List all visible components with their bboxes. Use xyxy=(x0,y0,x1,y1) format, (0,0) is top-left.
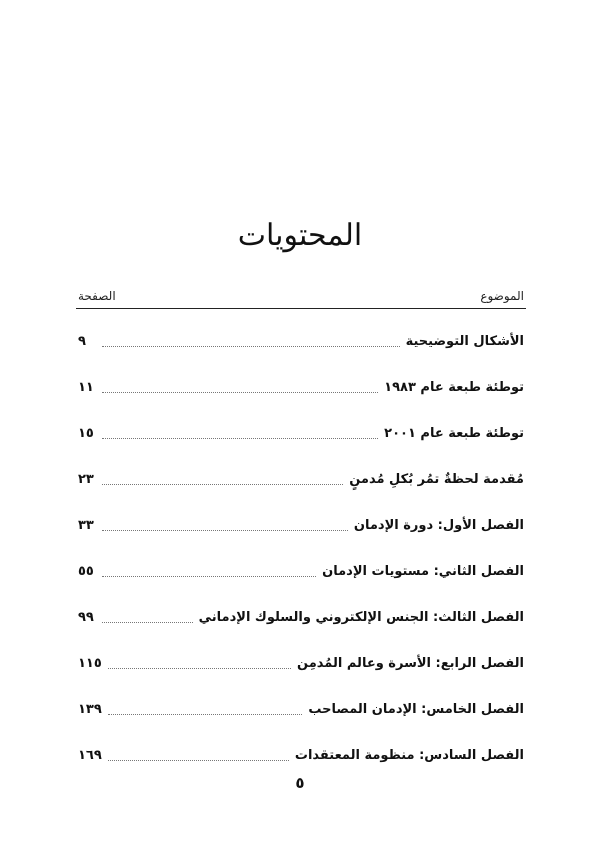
dot-leader xyxy=(102,622,193,623)
toc-entry-page: ١٥ xyxy=(78,425,94,441)
toc-entry-title: الفصل الثالث: الجنس الإلكتروني والسلوك الإدماني xyxy=(198,609,524,625)
dot-leader xyxy=(102,392,378,393)
toc-entry-page: ٥٥ xyxy=(78,563,94,579)
dot-leader xyxy=(102,576,316,577)
toc-entry-page: ٢٣ xyxy=(78,471,94,487)
toc-entry xyxy=(78,502,524,548)
dot-leader xyxy=(102,346,400,347)
toc-entry-page: ٩٩ xyxy=(78,609,94,625)
dot-leader xyxy=(102,484,343,485)
toc-entry-title: توطئة طبعة عام ٢٠٠١ xyxy=(384,425,524,441)
toc-entry xyxy=(78,640,524,686)
toc-entry-page: ١١ xyxy=(78,379,94,395)
dot-leader xyxy=(108,668,291,669)
toc-entry-title: الأشكال التوضيحية xyxy=(405,333,524,349)
toc-entry xyxy=(78,456,524,502)
page-number: ٥ xyxy=(295,774,305,792)
toc-entry xyxy=(78,686,524,732)
toc-entry xyxy=(78,410,524,456)
dot-leader xyxy=(102,438,378,439)
toc-entry-page: ٩ xyxy=(78,333,86,349)
toc-header xyxy=(78,286,524,306)
page-column-header: الصفحة xyxy=(78,289,116,303)
toc-entry-title: الفصل الخامس: الإدمان المصاحب xyxy=(308,701,524,717)
toc-entry-title: مُقدمة لحظةٌ تمُر بُكلِ مُدمنٍ xyxy=(349,471,524,487)
toc-entry-title: الفصل الثاني: مستويات الإدمان xyxy=(322,563,524,579)
toc-entry-title: الفصل الأول: دورة الإدمان xyxy=(353,517,524,533)
toc-entry-title: الفصل الرابع: الأسرة وعالم المُدمِن xyxy=(297,655,524,671)
dot-leader xyxy=(108,760,289,761)
toc-list xyxy=(78,318,524,778)
toc-entry xyxy=(78,548,524,594)
toc-entry xyxy=(78,364,524,410)
toc-entry-page: ١٦٩ xyxy=(78,747,102,763)
toc-entry-page: ٣٣ xyxy=(78,517,94,533)
page-title: المحتويات xyxy=(237,218,363,253)
dot-leader xyxy=(102,530,348,531)
toc-entry xyxy=(78,732,524,778)
toc-entry-page: ١١٥ xyxy=(78,655,102,671)
dot-leader xyxy=(108,714,303,715)
toc-entry-title: الفصل السادس: منظومة المعتقدات xyxy=(294,747,524,763)
toc-entry xyxy=(78,318,524,364)
toc-entry xyxy=(78,594,524,640)
toc-entry-page: ١٣٩ xyxy=(78,701,102,717)
topic-column-header: الموضوع xyxy=(480,289,524,303)
header-divider xyxy=(76,308,526,309)
toc-entry-title: توطئة طبعة عام ١٩٨٣ xyxy=(384,379,524,395)
